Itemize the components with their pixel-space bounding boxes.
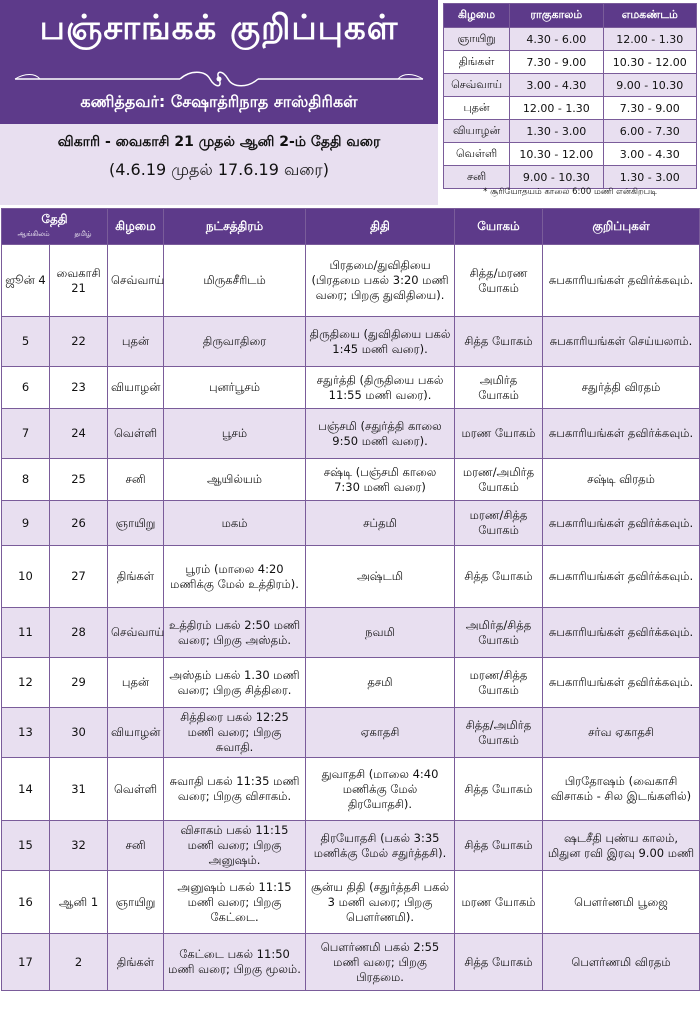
day-cell: புதன் bbox=[108, 317, 164, 367]
tamil-date-cell: 22 bbox=[50, 317, 108, 367]
notes-cell: சுபகாரியங்கள் செய்யலாம். bbox=[543, 317, 700, 367]
rahu-row bbox=[444, 28, 697, 51]
panchangam-table bbox=[1, 208, 700, 991]
tamil-date-cell: 2 bbox=[50, 934, 108, 991]
table-row bbox=[2, 608, 700, 658]
notes-cell: சுபகாரியங்கள் தவிர்க்கவும். bbox=[543, 658, 700, 708]
tithi-cell: சப்தமி bbox=[306, 501, 455, 546]
star-cell: ஆயில்யம் bbox=[164, 459, 306, 501]
tithi-cell: சஷ்டி (பஞ்சமி காலை 7:30 மணி வரை) bbox=[306, 459, 455, 501]
english-date-cell: 16 bbox=[2, 871, 50, 934]
tithi-cell: நவமி bbox=[306, 608, 455, 658]
table-row bbox=[2, 658, 700, 708]
star-cell: மிருகசீரிடம் bbox=[164, 245, 306, 317]
english-date-cell: 11 bbox=[2, 608, 50, 658]
yogam-cell: மரண/அமிர்த யோகம் bbox=[455, 459, 543, 501]
rahu-day-cell: புதன் bbox=[444, 97, 510, 120]
day-cell: சனி bbox=[108, 821, 164, 871]
rahu-header-day: கிழமை bbox=[444, 4, 510, 28]
date-range-numeric: (4.6.19 முதல் 17.6.19 வரை) bbox=[109, 160, 329, 179]
rahu-row bbox=[444, 74, 697, 97]
yogam-cell: மரண/சித்த யோகம் bbox=[455, 501, 543, 546]
header-date-tamil: தமிழ் bbox=[74, 229, 92, 238]
star-cell: பூசம் bbox=[164, 409, 306, 459]
emagandam-time-cell: 6.00 - 7.30 bbox=[603, 120, 696, 143]
notes-cell: பௌர்ணமி பூஜை bbox=[543, 871, 700, 934]
tamil-date-cell: 23 bbox=[50, 367, 108, 409]
table-row bbox=[2, 871, 700, 934]
header-block bbox=[0, 0, 438, 205]
tamil-date-cell: 32 bbox=[50, 821, 108, 871]
english-date-cell: 14 bbox=[2, 758, 50, 821]
tithi-cell: ஏகாதசி bbox=[306, 708, 455, 758]
flourish-ornament bbox=[10, 68, 428, 90]
table-row bbox=[2, 546, 700, 608]
day-cell: திங்கள் bbox=[108, 934, 164, 991]
day-cell: வியாழன் bbox=[108, 708, 164, 758]
page-title: பஞ்சாங்கக் குறிப்புகள் bbox=[39, 8, 399, 48]
rahu-row bbox=[444, 97, 697, 120]
yogam-cell: மரண யோகம் bbox=[455, 871, 543, 934]
rahu-row bbox=[444, 166, 697, 189]
star-cell: திருவாதிரை bbox=[164, 317, 306, 367]
tithi-cell: சதுர்த்தி (திருதியை பகல் 11:55 மணி வரை). bbox=[306, 367, 455, 409]
star-cell: பூரம் (மாலை 4:20 மணிக்கு மேல் உத்திரம்). bbox=[164, 546, 306, 608]
emagandam-time-cell: 3.00 - 4.30 bbox=[603, 143, 696, 166]
header-date-english: ஆங்கிலம் bbox=[17, 229, 50, 238]
rahu-header-emagandam: எமகண்டம் bbox=[603, 4, 696, 28]
header-date-label: தேதி bbox=[41, 211, 68, 226]
tithi-cell: பிரதமை/துவிதியை (பிரதமை பகல் 3:20 மணி வரை; பிறகு துவிதியை). bbox=[306, 245, 455, 317]
rahu-time-cell: 12.00 - 1.30 bbox=[510, 97, 603, 120]
star-cell: அஸ்தம் பகல் 1.30 மணி வரை; பிறகு சித்திரை. bbox=[164, 658, 306, 708]
rahu-row bbox=[444, 51, 697, 74]
header-notes: குறிப்புகள் bbox=[543, 209, 700, 245]
day-cell: ஞாயிறு bbox=[108, 871, 164, 934]
notes-cell: சஷ்டி விரதம் bbox=[543, 459, 700, 501]
header-yogam: யோகம் bbox=[455, 209, 543, 245]
english-date-cell: 8 bbox=[2, 459, 50, 501]
yogam-cell: சித்த யோகம் bbox=[455, 934, 543, 991]
table-row bbox=[2, 708, 700, 758]
tamil-date-cell: வைகாசி 21 bbox=[50, 245, 108, 317]
notes-cell: சுபகாரியங்கள் தவிர்க்கவும். bbox=[543, 501, 700, 546]
day-cell: புதன் bbox=[108, 658, 164, 708]
star-cell: புனர்பூசம் bbox=[164, 367, 306, 409]
author-line: கணித்தவர்: சேஷாத்ரிநாத சாஸ்திரிகள் bbox=[80, 92, 358, 111]
tithi-cell: அஷ்டமி bbox=[306, 546, 455, 608]
day-cell: வெள்ளி bbox=[108, 758, 164, 821]
star-cell: சித்திரை பகல் 12:25 மணி வரை; பிறகு சுவாதி. bbox=[164, 708, 306, 758]
tamil-date-cell: 26 bbox=[50, 501, 108, 546]
table-row bbox=[2, 934, 700, 991]
tithi-cell: தசமி bbox=[306, 658, 455, 708]
star-cell: மகம் bbox=[164, 501, 306, 546]
rahu-day-cell: செவ்வாய் bbox=[444, 74, 510, 97]
star-cell: சுவாதி பகல் 11:35 மணி வரை; பிறகு விசாகம். bbox=[164, 758, 306, 821]
table-row bbox=[2, 459, 700, 501]
table-row bbox=[2, 245, 700, 317]
emagandam-time-cell: 7.30 - 9.00 bbox=[603, 97, 696, 120]
yogam-cell: சித்த/மரண யோகம் bbox=[455, 245, 543, 317]
yogam-cell: மரண/சித்த யோகம் bbox=[455, 658, 543, 708]
rahu-time-cell: 4.30 - 6.00 bbox=[510, 28, 603, 51]
english-date-cell: 9 bbox=[2, 501, 50, 546]
english-date-cell: 15 bbox=[2, 821, 50, 871]
day-cell: வியாழன் bbox=[108, 367, 164, 409]
table-row bbox=[2, 317, 700, 367]
day-cell: ஞாயிறு bbox=[108, 501, 164, 546]
yogam-cell: சித்த யோகம் bbox=[455, 758, 543, 821]
table-row bbox=[2, 501, 700, 546]
table-row bbox=[2, 758, 700, 821]
emagandam-time-cell: 12.00 - 1.30 bbox=[603, 28, 696, 51]
english-date-cell: 10 bbox=[2, 546, 50, 608]
main-table-body bbox=[2, 245, 700, 991]
rahu-day-cell: சனி bbox=[444, 166, 510, 189]
english-date-cell: 5 bbox=[2, 317, 50, 367]
yogam-cell: சித்த/அமிர்த யோகம் bbox=[455, 708, 543, 758]
sunrise-note: * சூரியோதயம் காலை 6:00 மணி என்கிறபடி bbox=[483, 187, 657, 197]
rahu-row bbox=[444, 143, 697, 166]
rahu-row bbox=[444, 120, 697, 143]
star-cell: கேட்டை பகல் 11:50 மணி வரை; பிறகு மூலம். bbox=[164, 934, 306, 991]
tamil-date-cell: 31 bbox=[50, 758, 108, 821]
date-range-title: விகாரி - வைகாசி 21 முதல் ஆனி 2-ம் தேதி வரை bbox=[57, 134, 381, 150]
tithi-cell: சூன்ய திதி (சதுர்த்தசி பகல் 3 மணி வரை; பிறகு பௌர்ணமி). bbox=[306, 871, 455, 934]
tamil-date-cell: 25 bbox=[50, 459, 108, 501]
english-date-cell: 7 bbox=[2, 409, 50, 459]
emagandam-time-cell: 1.30 - 3.00 bbox=[603, 166, 696, 189]
notes-cell: சர்வ ஏகாதசி bbox=[543, 708, 700, 758]
table-row bbox=[2, 367, 700, 409]
tamil-date-cell: 29 bbox=[50, 658, 108, 708]
english-date-cell: 17 bbox=[2, 934, 50, 991]
notes-cell: பிரதோஷம் (வைகாசி விசாகம் - சில இடங்களில்) bbox=[543, 758, 700, 821]
tamil-date-cell: 24 bbox=[50, 409, 108, 459]
rahu-time-cell: 7.30 - 9.00 bbox=[510, 51, 603, 74]
emagandam-time-cell: 9.00 - 10.30 bbox=[603, 74, 696, 97]
notes-cell: பௌர்ணமி விரதம் bbox=[543, 934, 700, 991]
day-cell: செவ்வாய் bbox=[108, 245, 164, 317]
rahu-day-cell: வெள்ளி bbox=[444, 143, 510, 166]
rahu-time-cell: 3.00 - 4.30 bbox=[510, 74, 603, 97]
star-cell: விசாகம் பகல் 11:15 மணி வரை; பிறகு அனுஷம். bbox=[164, 821, 306, 871]
rahu-day-cell: ஞாயிறு bbox=[444, 28, 510, 51]
english-date-cell: ஜூன் 4 bbox=[2, 245, 50, 317]
day-cell: திங்கள் bbox=[108, 546, 164, 608]
tithi-cell: திரயோதசி (பகல் 3:35 மணிக்கு மேல் சதுர்த்தசி). bbox=[306, 821, 455, 871]
english-date-cell: 12 bbox=[2, 658, 50, 708]
yogam-cell: அமிர்த/சித்த யோகம் bbox=[455, 608, 543, 658]
day-cell: செவ்வாய் bbox=[108, 608, 164, 658]
day-cell: சனி bbox=[108, 459, 164, 501]
notes-cell: ஷடசீதி புண்ய காலம், மிதுன ரவி இரவு 9.00 மணி bbox=[543, 821, 700, 871]
tamil-date-cell: 27 bbox=[50, 546, 108, 608]
main-header-row bbox=[2, 209, 700, 245]
yogam-cell: அமிர்த யோகம் bbox=[455, 367, 543, 409]
star-cell: அனுஷம் பகல் 11:15 மணி வரை; பிறகு கேட்டை. bbox=[164, 871, 306, 934]
tithi-cell: பௌர்ணமி பகல் 2:55 மணி வரை; பிறகு பிரதமை. bbox=[306, 934, 455, 991]
day-cell: வெள்ளி bbox=[108, 409, 164, 459]
table-row bbox=[2, 409, 700, 459]
tamil-date-cell: 28 bbox=[50, 608, 108, 658]
yogam-cell: மரண யோகம் bbox=[455, 409, 543, 459]
tithi-cell: பஞ்சமி (சதுர்த்தி காலை 9:50 மணி வரை). bbox=[306, 409, 455, 459]
notes-cell: சுபகாரியங்கள் தவிர்க்கவும். bbox=[543, 409, 700, 459]
yogam-cell: சித்த யோகம் bbox=[455, 317, 543, 367]
tithi-cell: திருதியை (துவிதியை பகல் 1:45 மணி வரை). bbox=[306, 317, 455, 367]
table-row bbox=[2, 821, 700, 871]
notes-cell: சுபகாரியங்கள் தவிர்க்கவும். bbox=[543, 245, 700, 317]
english-date-cell: 13 bbox=[2, 708, 50, 758]
rahu-time-cell: 1.30 - 3.00 bbox=[510, 120, 603, 143]
emagandam-time-cell: 10.30 - 12.00 bbox=[603, 51, 696, 74]
rahu-day-cell: திங்கள் bbox=[444, 51, 510, 74]
rahu-time-cell: 9.00 - 10.30 bbox=[510, 166, 603, 189]
yogam-cell: சித்த யோகம் bbox=[455, 546, 543, 608]
rahu-day-cell: வியாழன் bbox=[444, 120, 510, 143]
rahu-table-body bbox=[444, 28, 697, 189]
notes-cell: சதுர்த்தி விரதம் bbox=[543, 367, 700, 409]
notes-cell: சுபகாரியங்கள் தவிர்க்கவும். bbox=[543, 608, 700, 658]
yogam-cell: சித்த யோகம் bbox=[455, 821, 543, 871]
tamil-date-cell: ஆனி 1 bbox=[50, 871, 108, 934]
tamil-date-cell: 30 bbox=[50, 708, 108, 758]
tithi-cell: துவாதசி (மாலை 4:40 மணிக்கு மேல் திரயோதசி). bbox=[306, 758, 455, 821]
header-star: நட்சத்திரம் bbox=[164, 209, 306, 245]
english-date-cell: 6 bbox=[2, 367, 50, 409]
rahu-kalam-table bbox=[443, 3, 697, 189]
rahu-header-rahu: ராகுகாலம் bbox=[510, 4, 603, 28]
header-date bbox=[2, 209, 108, 245]
rahu-header-row bbox=[444, 4, 697, 28]
header-day: கிழமை bbox=[108, 209, 164, 245]
rahu-time-cell: 10.30 - 12.00 bbox=[510, 143, 603, 166]
star-cell: உத்திரம் பகல் 2:50 மணி வரை; பிறகு அஸ்தம். bbox=[164, 608, 306, 658]
notes-cell: சுபகாரியங்கள் தவிர்க்கவும். bbox=[543, 546, 700, 608]
header-tithi: திதி bbox=[306, 209, 455, 245]
